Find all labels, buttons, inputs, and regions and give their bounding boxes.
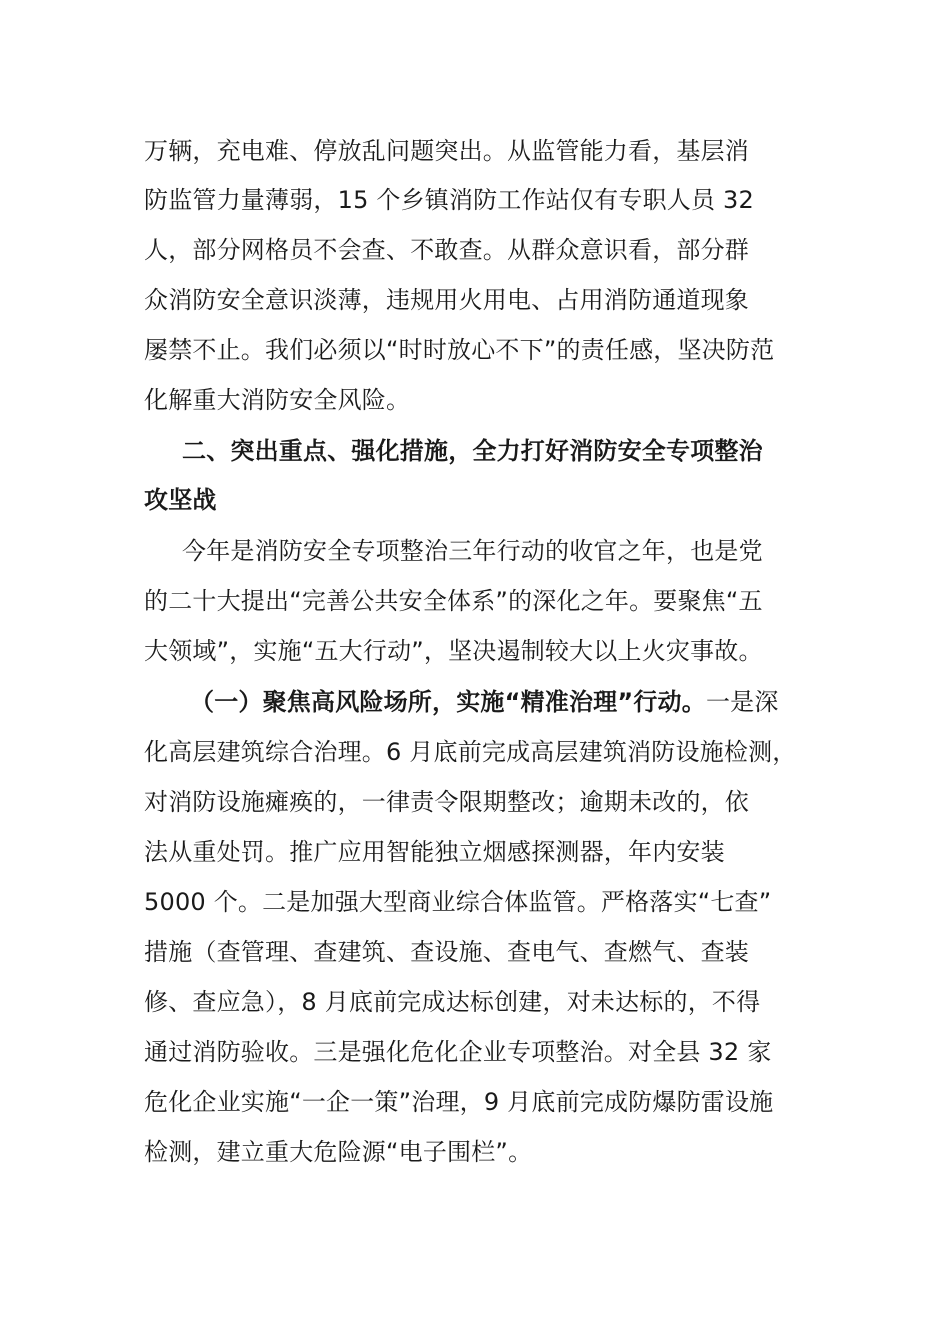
body-text-line: 5000 个。二是加强大型商业综合体监管。严格落实“七查” xyxy=(144,888,772,916)
body-text-line: 屡禁不止。我们必须以“时时放心不下”的责任感，坚决防范 xyxy=(144,336,775,364)
body-text-line: 的二十大提出“完善公共安全体系”的深化之年。要聚焦“五 xyxy=(144,587,763,615)
body-text-line: 众消防安全意识淡薄，违规用火用电、占用消防通道现象 xyxy=(144,286,749,314)
body-text-line: 化高层建筑综合治理。6 月底前完成高层建筑消防设施检测， xyxy=(144,738,797,766)
body-text-line: 检测，建立重大危险源“电子围栏”。 xyxy=(144,1138,533,1166)
body-text-line: 危化企业实施“一企一策”治理，9 月底前完成防爆防雷设施 xyxy=(144,1088,774,1116)
body-text-line: 防监管力量薄弱，15 个乡镇消防工作站仅有专职人员 32 xyxy=(144,186,754,214)
body-text-line: 对消防设施瘫痪的，一律责令限期整改；逾期未改的，依 xyxy=(144,788,749,816)
body-text-line: 措施（查管理、查建筑、查设施、查电气、查燃气、查装 xyxy=(144,938,749,966)
body-text-line: 大领域”，实施“五大行动”，坚决遏制较大以上火灾事故。 xyxy=(144,637,763,665)
body-text-line: 人，部分网格员不会查、不敢查。从群众意识看，部分群 xyxy=(144,236,749,264)
body-text-line: 修、查应急），8 月底前完成达标创建，对未达标的，不得 xyxy=(144,988,761,1016)
subsection-text: 一是深 xyxy=(705,688,779,716)
subsection-line xyxy=(190,684,779,720)
section-heading: 二、突出重点、强化措施，全力打好消防安全专项整治 xyxy=(182,437,763,465)
body-text-line: 化解重大消防安全风险。 xyxy=(144,386,411,414)
body-text-line: 万辆，充电难、停放乱问题突出。从监管能力看，基层消 xyxy=(144,137,749,165)
body-text-line: 通过消防验收。三是强化危化企业专项整治。对全县 32 家 xyxy=(144,1038,772,1066)
body-text-line: 法从重处罚。推广应用智能独立烟感探测器，年内安装 xyxy=(144,838,725,866)
section-heading-continued: 攻坚战 xyxy=(144,486,217,514)
subsection-heading: （一）聚焦高风险场所，实施“精准治理”行动。 xyxy=(190,688,706,716)
body-text-line: 今年是消防安全专项整治三年行动的收官之年，也是党 xyxy=(182,537,763,565)
